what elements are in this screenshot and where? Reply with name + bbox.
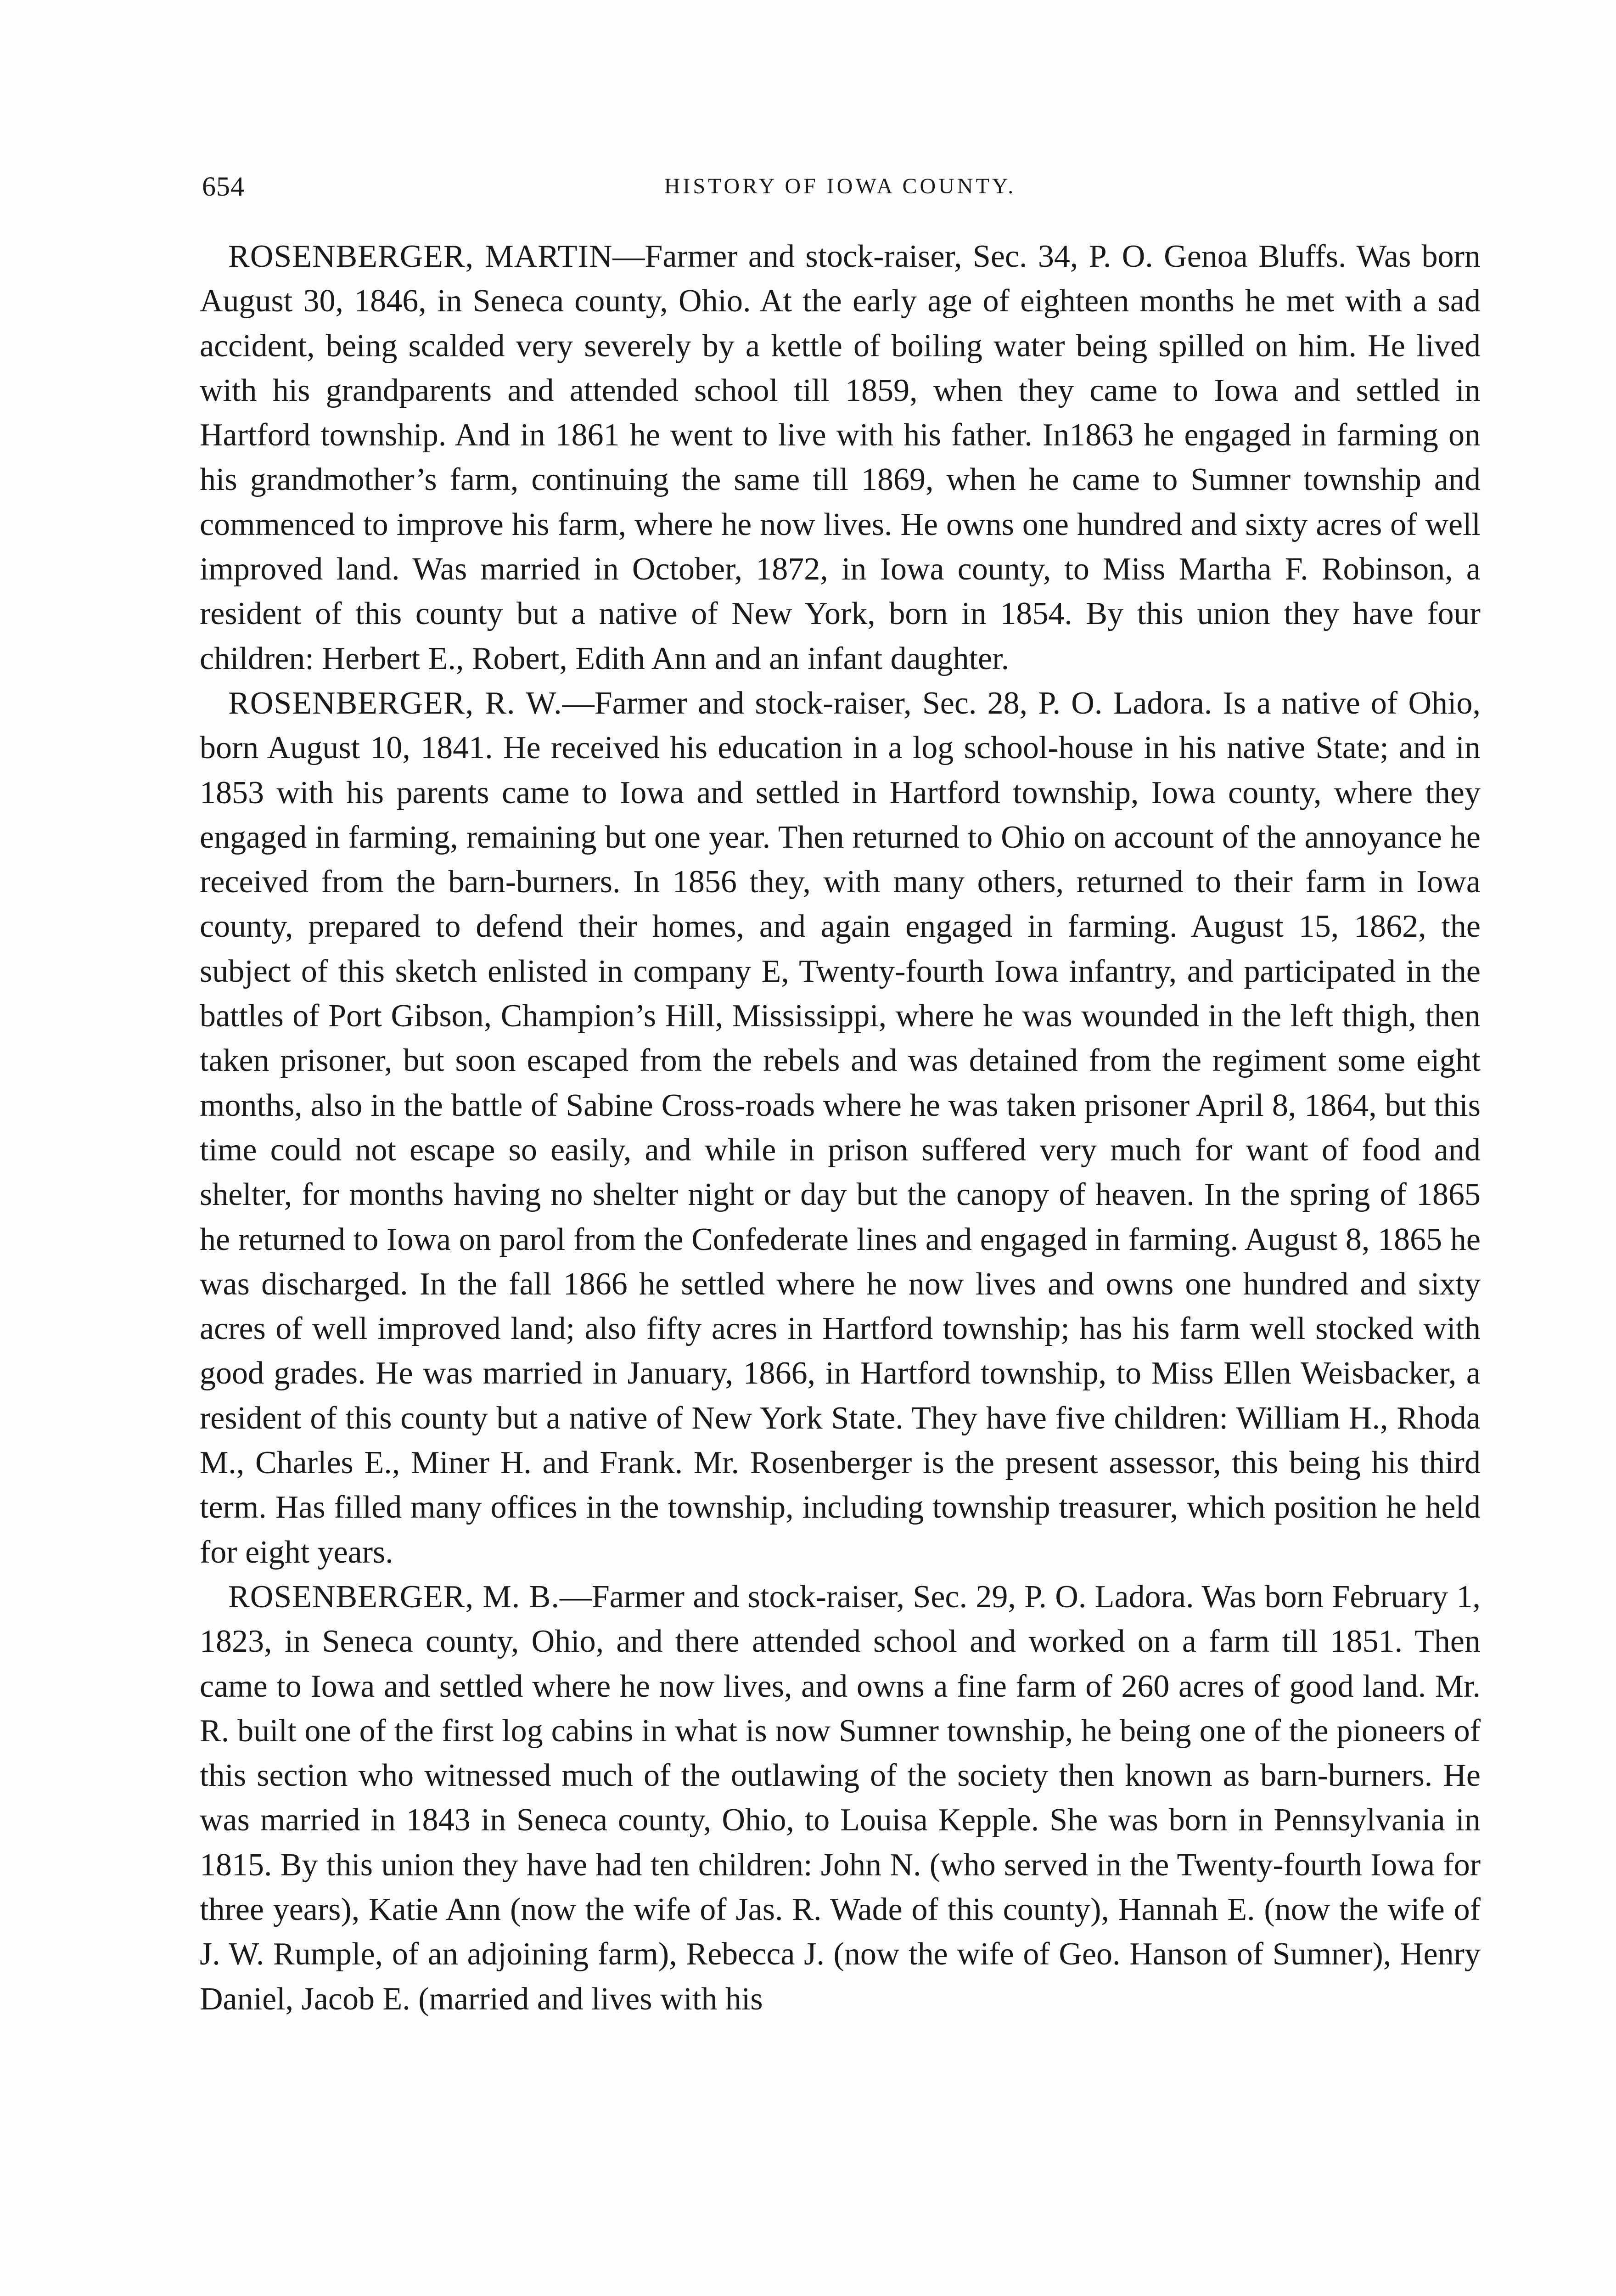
page-number: 654 <box>202 171 245 202</box>
entry-text: —Farmer and stock-raiser, Sec. 29, P. O. Ladora. Was born February 1, 1823, in Seneca county, Ohio, and there attended school and worked on a farm till 1851. Then came to Iowa and settled where he now lives, and owns a fine farm of 260 acres of good land. Mr. R. built one of the first log cabins in what is now Sumner township, he being one of the pioneers of this section who witnessed much of the outlawing of the society then known as barn-burners. He was married in 1843 in Seneca county, Ohio, to Louisa Kepple. She was born in Pennsylvania in 1815. By this union they have had ten children: John N. (who served in the Twenty-fourth Iowa for three years), Katie Ann (now the wife of Jas. R. Wade of this county), Hannah E. (now the wife of J. W. Rumple, of an adjoining farm), Rebecca J. (now the wife of Geo. Hanson of Sumner), Henry Daniel, Jacob E. (married and lives with his <box>200 1579 1481 2017</box>
entry-name: ROSENBERGER, M. B. <box>228 1579 560 1615</box>
body-text <box>200 234 1481 2021</box>
biography-entry <box>200 234 1481 681</box>
biography-entry <box>200 681 1481 1575</box>
entry-text: —Farmer and stock-raiser, Sec. 34, P. O. Genoa Bluffs. Was born August 30, 1846, in Seneca county, Ohio. At the early age of eighteen months he met with a sad accident, being scalded very severely by a kettle of boiling water being spilled on him. He lived with his grandparents and attended school till 1859, when they came to Iowa and settled in Hartford township. And in 1861 he went to live with his father. In1863 he engaged in farming on his grandmother’s farm, continuing the same till 1869, when he came to Sumner township and commenced to improve his farm, where he now lives. He owns one hundred and sixty acres of well improved land. Was married in October, 1872, in Iowa county, to Miss Martha F. Robinson, a resident of this county but a native of New York, born in 1854. By this union they have four children: Herbert E., Robert, Edith Ann and an infant daughter. <box>200 239 1481 676</box>
page-header <box>202 171 1478 212</box>
biography-entry <box>200 1575 1481 2021</box>
entry-name: ROSENBERGER, MARTIN <box>228 239 613 274</box>
entry-name: ROSENBERGER, R. W. <box>228 685 562 721</box>
entry-text: —Farmer and stock-raiser, Sec. 28, P. O. Ladora. Is a native of Ohio, born August 10, 1841. He received his education in a log school-house in his native State; and in 1853 with his parents came to Iowa and settled in Hartford township, Iowa county, where they engaged in farming, remaining but one year. Then returned to Ohio on account of the annoyance he received from the barn-burners. In 1856 they, with many others, returned to their farm in Iowa county, prepared to defend their homes, and again engaged in farming. August 15, 1862, the subject of this sketch enlisted in company E, Twenty-fourth Iowa infantry, and participated in the battles of Port Gibson, Champion’s Hill, Mississippi, where he was wounded in the left thigh, then taken prisoner, but soon escaped from the rebels and was detained from the regiment some eight months, also in the battle of Sabine Cross-roads where he was taken prisoner April 8, 1864, but this time could not escape so easily, and while in prison suffered very much for want of food and shelter, for months having no shelter night or day but the canopy of heaven. In the spring of 1865 he returned to Iowa on parol from the Confederate lines and engaged in farming. August 8, 1865 he was discharged. In the fall 1866 he settled where he now lives and owns one hundred and sixty acres of well improved land; also fifty acres in Hartford township; has his farm well stocked with good grades. He was married in January, 1866, in Hartford township, to Miss Ellen Weisbacker, a resident of this county but a native of New York State. They have five children: William H., Rhoda M., Charles E., Miner H. and Frank. Mr. Rosenberger is the present assessor, this being his third term. Has filled many offices in the township, including township treasurer, which position he held for eight years. <box>200 685 1481 1570</box>
running-title: HISTORY OF IOWA COUNTY. <box>664 174 1016 198</box>
